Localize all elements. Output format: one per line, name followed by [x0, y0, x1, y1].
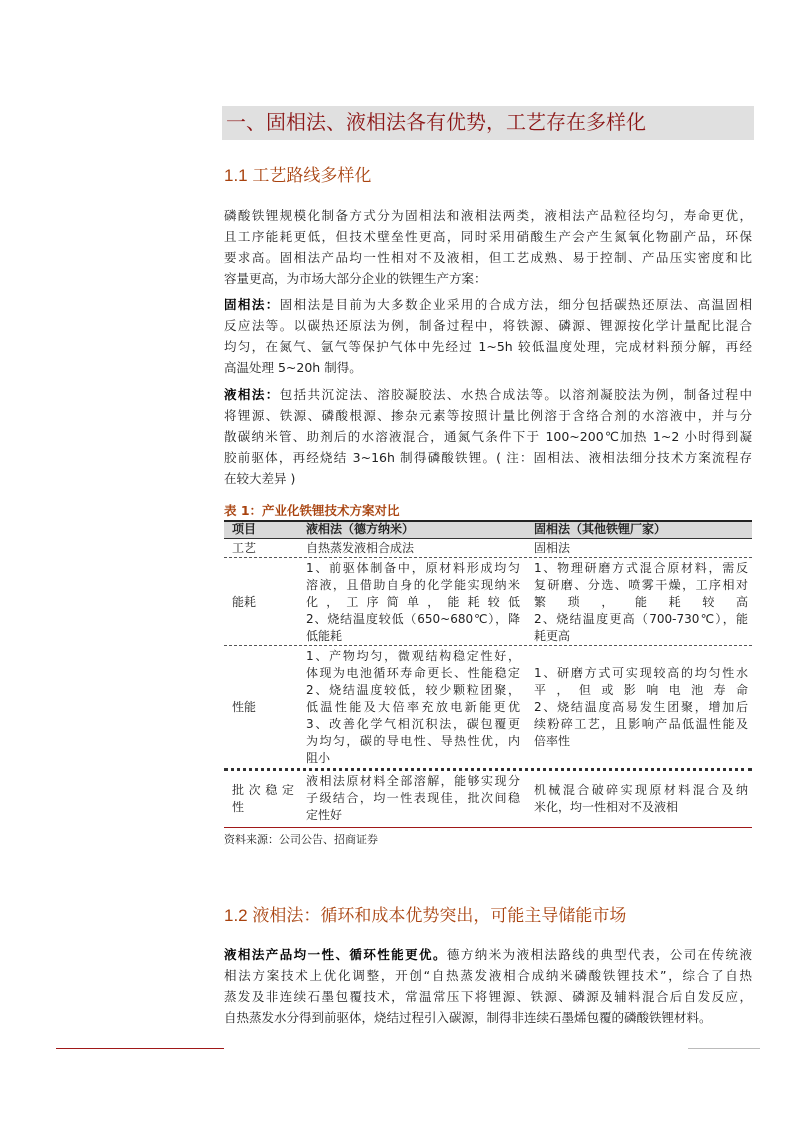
cell-line: 1、产物均匀，微观结构稳定性好，	[306, 648, 520, 663]
line-text: 德方纳米为液相法路线的典型代表，公司在传统液	[446, 947, 752, 962]
table-header-bg	[224, 522, 752, 538]
table-header-item: 项目	[232, 522, 257, 536]
table-cell-solid	[534, 782, 748, 816]
footer-red-rule	[56, 1048, 224, 1049]
text-line	[224, 294, 752, 315]
table-cell-liquid	[306, 648, 520, 767]
section-1-2-paragraph	[224, 944, 752, 1028]
line-text: 相法方案技术上优化调整，开创“自热蒸发液相合成纳米磷酸铁锂技术”，综合了自热	[224, 968, 752, 983]
cell-line: 繁琐，能耗较高	[534, 594, 748, 609]
line-text: 且工序能耗更低，但技术壁垒性更高，同时采用硝酸生产会产生氮氧化物副产品，环保	[224, 229, 752, 244]
table-cell-liquid	[306, 540, 520, 557]
cell-line: 1、前驱体制备中，原材料形成均匀	[306, 560, 520, 575]
cell-line: 米化，均一性相对不及液相	[534, 799, 679, 814]
bold-lead: 固相法：	[224, 297, 280, 312]
table-row-separator	[224, 557, 752, 558]
solid-phase-paragraph	[224, 294, 752, 378]
line-text: 反应法等。以碳热还原法为例，制备过程中，将铁源、磷源、锂源按化学计量配比混合	[224, 318, 752, 333]
cell-line: 机械混合破碎实现原材料混合及纳	[534, 782, 748, 797]
table-row-separator	[224, 645, 752, 646]
line-text: 要求高。固相法产品均一性相对不及液相，但工艺成熟、易于控制、产品压实密度和比	[224, 250, 752, 265]
cell-line: 固相法	[534, 540, 571, 555]
cell-line: 2、烧结温度较低，较少颗粒团聚，	[306, 682, 520, 697]
text-line	[224, 944, 752, 965]
text-line	[224, 247, 752, 268]
text-line	[224, 1007, 752, 1028]
table-cell-liquid	[306, 560, 520, 645]
cell-line: 子级结合，均一性表现佳，批次间稳	[306, 791, 520, 805]
cell-line: 工艺	[232, 540, 257, 555]
liquid-phase-paragraph	[224, 384, 752, 489]
cell-line: 低能耗	[306, 628, 343, 643]
table-caption: 表 1：产业化铁锂技术方案对比	[224, 503, 400, 518]
table-cell-solid	[534, 540, 748, 557]
text-line	[224, 405, 752, 426]
bold-lead: 液相法产品均一性、循环性能更优。	[224, 947, 447, 962]
table-cell-solid	[534, 665, 748, 750]
cell-line: 阻小	[306, 750, 331, 765]
table-cell-item	[232, 699, 294, 716]
table-cell-item	[232, 594, 294, 611]
cell-line: 能耗	[232, 594, 257, 609]
line-text: 均匀，在氮气、氩气等保护气体中先经过 1~5h 较低温度处理，完成材料预分解，再经	[224, 339, 752, 354]
cell-line: 1、物理研磨方式混合原材料，需反	[534, 560, 748, 575]
section-1-1-title: 1.1 工艺路线多样化	[224, 166, 372, 185]
text-line	[224, 226, 752, 247]
table-cell-liquid	[306, 773, 520, 824]
cell-line: 自热蒸发液相合成法	[306, 540, 415, 555]
line-text: 高温处理 5~20h 制得。	[224, 360, 362, 375]
cell-line: 化，工序简单，能耗较低	[306, 594, 520, 609]
table-header-solid: 固相法（其他铁锂厂家）	[534, 522, 667, 536]
text-line	[224, 426, 752, 447]
table-bottom-rule	[224, 827, 752, 828]
cell-line: 耗更高	[534, 628, 571, 643]
line-text: 蒸发及非连续石墨包覆技术，常温常压下将锂源、铁源、磷源及辅料混合后自发反应，	[224, 989, 752, 1004]
cell-line: 2、烧结温度较低（650~680℃），降	[306, 611, 520, 626]
cell-line: 低温性能及大倍率充放电新能更优	[306, 699, 520, 714]
footer-gray-rule	[688, 1048, 760, 1049]
text-line	[224, 336, 752, 357]
cell-line: 批次稳定	[232, 782, 294, 797]
cell-line: 定性好	[306, 808, 343, 822]
text-line	[224, 357, 752, 378]
section-1-2-title: 1.2 液相法：循环和成本优势突出，可能主导储能市场	[224, 906, 627, 925]
bold-lead: 液相法：	[224, 387, 280, 402]
line-text: 散碳纳米管、助剂后的水溶液混合，通氮气条件下于 100~200℃加热 1~2 小时得到凝	[224, 429, 752, 444]
table-cell-item	[232, 782, 294, 816]
text-line	[224, 468, 752, 489]
text-line	[224, 986, 752, 1007]
cell-line: 为均匀，碳的导电性、导热性优，内	[306, 733, 520, 748]
text-line	[224, 315, 752, 336]
table-cell-item	[232, 540, 294, 557]
cell-line: 3、改善化学气相沉积法，碳包覆更	[306, 716, 520, 731]
chapter-heading: 一、固相法、液相法各有优势，工艺存在多样化	[226, 112, 646, 134]
line-text: 胶前驱体，再经烧结 3~16h 制得磷酸铁锂。( 注：固相法、液相法细分技术方案流程存	[224, 450, 752, 465]
line-text: 将锂源、铁源、磷酸根源、掺杂元素等按照计量比例溶于含络合剂的水溶液中，并与分	[224, 408, 752, 423]
line-text: 在较大差异 )	[224, 471, 296, 486]
line-text: 容量更高，为市场大部分企业的铁锂生产方案：	[224, 271, 487, 286]
cell-line: 2、烧结温度高易发生团聚，增加后	[534, 699, 748, 714]
cell-line: 体现为电池循环寿命更长、性能稳定	[306, 665, 520, 680]
text-line	[224, 384, 752, 405]
line-text: 固相法是目前为大多数企业采用的合成方法，细分包括碳热还原法、高温固相	[279, 297, 752, 312]
line-text: 包括共沉淀法、溶胶凝胶法、水热合成法等。以溶剂凝胶法为例，制备过程中	[279, 387, 752, 402]
cell-line: 液相法原材料全部溶解，能够实现分	[306, 774, 520, 788]
cell-line: 倍率性	[534, 733, 571, 748]
table-header-liquid: 液相法（德方纳米）	[306, 522, 415, 536]
cell-line: 性能	[232, 699, 257, 714]
cell-line: 2、烧结温度更高（700-730℃），能	[534, 611, 748, 626]
line-text: 自热蒸发水分得到前驱体，烧结过程引入碳源，制得非连续石墨烯包覆的磷酸铁锂材料。	[224, 1010, 712, 1025]
cell-line: 溶液，且借助自身的化学能实现纳米	[306, 577, 520, 592]
cell-line: 平，但或影响电池寿命	[534, 682, 748, 697]
table-source: 资料来源：公司公告、招商证券	[224, 833, 378, 846]
text-line	[224, 447, 752, 468]
table-cell-solid	[534, 560, 748, 645]
cell-line: 1、研磨方式可实现较高的均匀性水	[534, 665, 748, 680]
cell-line: 性	[232, 799, 245, 814]
text-line	[224, 268, 752, 289]
intro-paragraph	[224, 205, 752, 289]
text-line	[224, 965, 752, 986]
line-text: 磷酸铁锂规模化制备方式分为固相法和液相法两类，液相法产品粒径均匀，寿命更优，	[224, 208, 752, 223]
cell-line: 续粉碎工艺，且影响产品低温性能及	[534, 716, 748, 731]
table-row-separator	[224, 768, 752, 771]
cell-line: 复研磨、分选、喷雾干燥，工序相对	[534, 577, 748, 592]
text-line	[224, 205, 752, 226]
